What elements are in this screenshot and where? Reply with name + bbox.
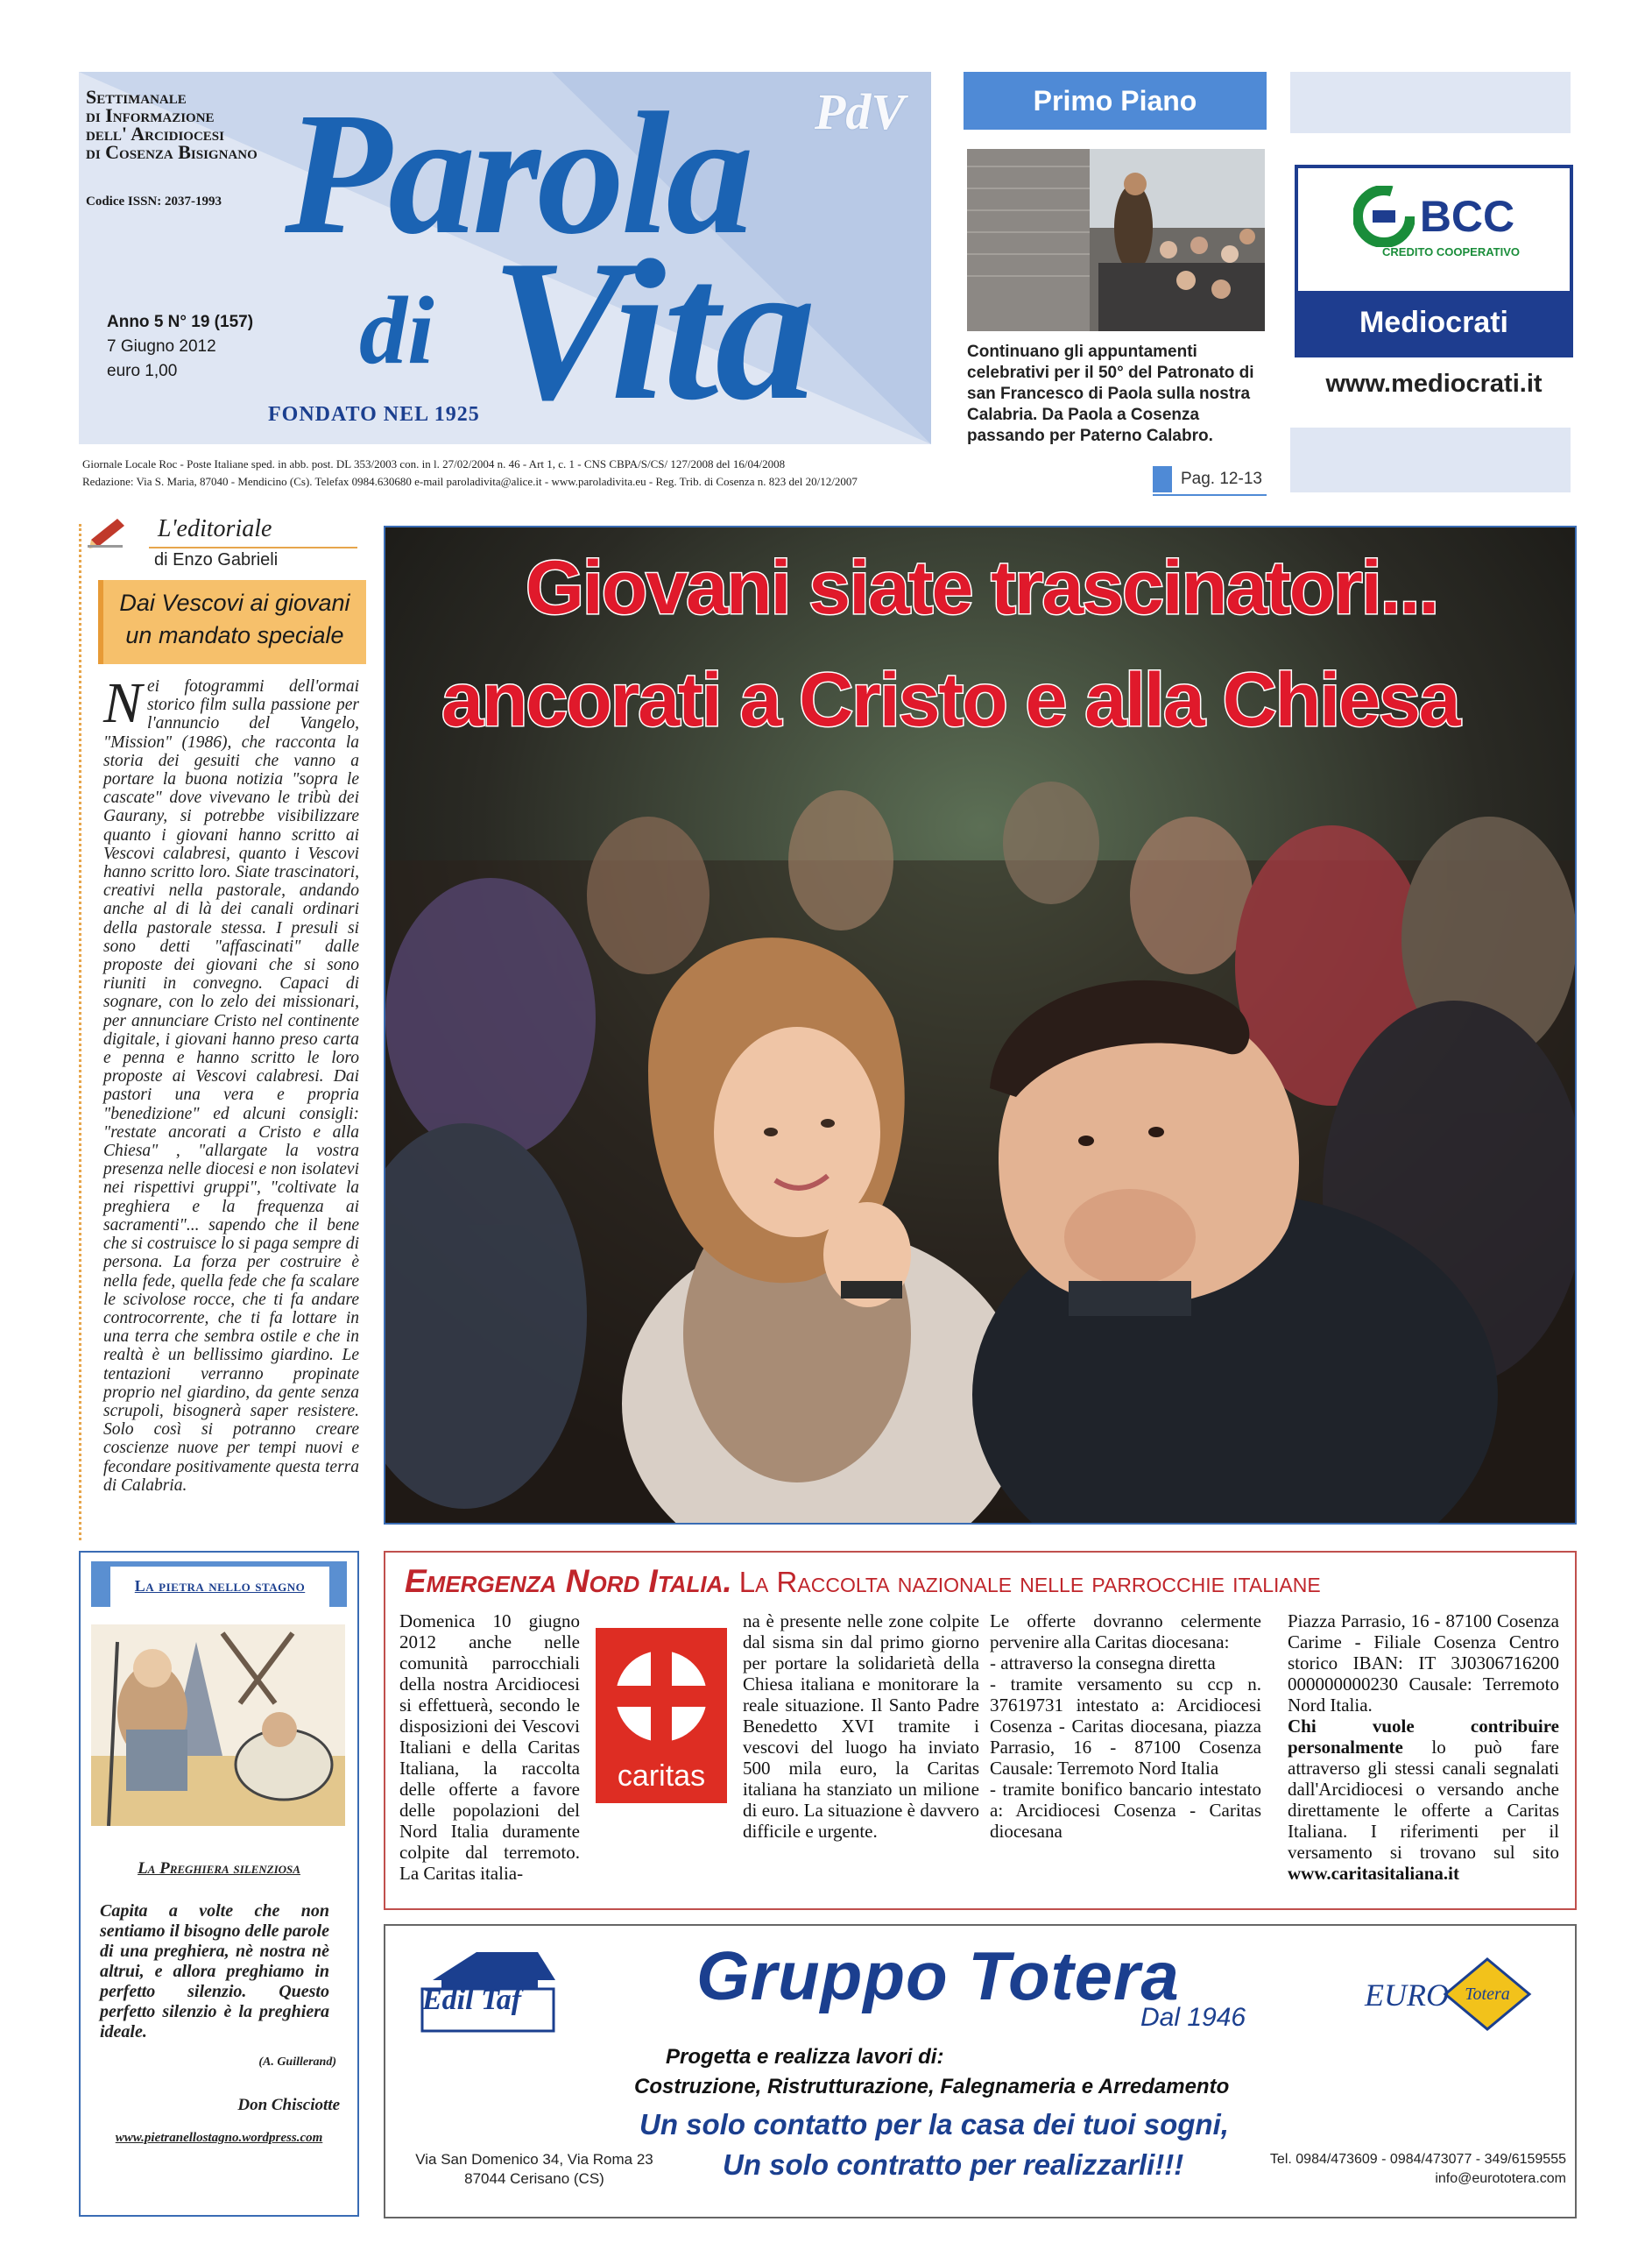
caritas-cross-icon (596, 1628, 727, 1803)
emergenza-title (405, 1563, 1321, 1600)
drop-cap: N (103, 671, 143, 735)
totera-line-1: Progetta e realizza lavori di: (666, 2045, 944, 2069)
eurototera-small-text: Totera (1465, 1985, 1510, 2004)
emergenza-col4-c: lo può fare attraverso gli stessi canali segnalati dall'Arcidiocesi o versando anche direttamente le offerte a Caritas Italiana. I riferimenti per il versamento si trovano sul sito (1288, 1737, 1560, 1863)
editorial-label: L'editoriale (158, 515, 272, 542)
eurototera-euro-text: EURO (1365, 1978, 1449, 2013)
emergenza-column-3 (990, 1610, 1261, 1842)
emergenza-column-1 (399, 1610, 580, 1884)
don-chisciotte-illustration (91, 1624, 345, 1826)
emergenza-title-a: Emergenza Nord Italia. (405, 1563, 732, 1599)
emergenza-col1-text: Domenica 10 giugno 2012 anche nelle comunità parrocchiali della nostra Arcidiocesi si effettuerà, secondo le disposizioni dei Vescovi Italiani e della Caritas Italiana, la raccolta delle offerte a favore delle popolazioni del Nord Italia duramente colpite dal terremoto. La Caritas italia- (399, 1610, 580, 1884)
pietra-signature: Don Chisciotte (237, 2096, 340, 2114)
emergenza-column-2 (743, 1610, 979, 1842)
pencil-icon (88, 513, 130, 548)
totera-address-line: 87044 Cerisano (CS) (464, 2170, 604, 2187)
pietra-header-inner (110, 1567, 329, 1607)
fondato-label: FONDATO NEL 1925 (268, 403, 480, 426)
totera-email[interactable]: info@eurototera.com (1435, 2171, 1566, 2186)
editorial-title: Dai Vescovi ai giovani un mandato speciale (119, 590, 350, 648)
totera-slogan-2: Un solo contratto per realizzarli!!! (723, 2148, 1184, 2181)
settimanale-line: dell' Arcidiocesi (86, 123, 224, 145)
caritas-logo (596, 1628, 727, 1803)
edil-taf-logo: Edil Taf (422, 1984, 522, 2016)
emergenza-box (384, 1551, 1577, 1910)
legal-line-2: Redazione: Via S. Maria, 87040 - Mendicino (Cs). Telefax 0984.630680 e-mail paroladivita@alice.it - www.paroladivita.eu - Reg. Trib. di Cosenza n. 823 del 20/12/2007 (82, 475, 858, 488)
editorial-rule (149, 547, 357, 548)
logo-pdv: PdV (815, 83, 906, 140)
totera-line-2: Costruzione, Ristrutturazione, Falegnameria e Arredamento (634, 2075, 1230, 2098)
bcc-logo (1298, 186, 1570, 247)
settimanale-line: Settimanale (86, 86, 187, 108)
issue-info (107, 310, 253, 384)
emergenza-title-b: La Raccolta nazionale nelle parrocchie italiane (738, 1566, 1321, 1598)
editorial-dotted-border (79, 524, 81, 1540)
issn-code: Codice ISSN: 2037-1993 (86, 195, 222, 209)
emergenza-col3-intro: Le offerte dovranno celermente pervenire alla Caritas diocesana: (990, 1610, 1261, 1652)
issue-date: 7 Giugno 2012 (107, 337, 216, 356)
totera-title: Gruppo Totera (696, 1937, 1180, 2014)
legal-line-1: Giornale Locale Roc - Poste Italiane sped. in abb. post. DL 353/2003 con. in l. 27/02/2004 n. 46 - Art 1, c. 1 - CNS CBPA/S/CS/ 127/2008 del 16/04/2008 (82, 457, 786, 471)
totera-ad[interactable] (384, 1924, 1577, 2218)
pietra-quote-author: (A. Guillerand) (258, 2055, 336, 2069)
emergenza-col4-b: Chi vuole contribuire personalmente (1288, 1716, 1559, 1758)
emergenza-col3-a: - attraverso la consegna diretta (990, 1652, 1216, 1673)
bcc-subtitle: CREDITO COOPERATIVO (1382, 245, 1520, 258)
primo-piano-caption: Continuano gli appuntamenti celebrativi per il 50° del Patronato di san Francesco di Paola sulla nostra Calabria. Da Paola a Cosenza passando per Paterno Calabro. (967, 343, 1254, 445)
totera-since: Dal 1946 (1140, 2003, 1246, 2032)
pietra-url-link[interactable]: www.pietranellostagno.wordpress.com (115, 2131, 323, 2145)
totera-contact (1251, 2150, 1566, 2189)
issue-number: Anno 5 N° 19 (157) (107, 313, 254, 331)
page-ref-marker (1153, 466, 1172, 492)
ad-top-band (1290, 72, 1571, 133)
page-ref-underline (1153, 494, 1267, 496)
pietra-header (91, 1561, 347, 1607)
bcc-ad[interactable] (1295, 165, 1573, 357)
bcc-brand: BCC (1419, 192, 1515, 241)
logo-di: di (359, 277, 434, 384)
caritas-url-link[interactable]: www.caritasitaliana.it (1288, 1863, 1459, 1884)
page-ref-text: Pag. 12-13 (1181, 470, 1262, 489)
editorial-author: di Enzo Gabrieli (154, 550, 279, 570)
logo-parola: Parola (285, 77, 751, 271)
settimanale-line: di Cosenza Bisignano (86, 141, 258, 163)
pietra-body: Capita a volte che non sentiamo il bisogno delle parole di una preghiera, nè nostra nè altrui, e allora preghiamo in perfetto silenzio. Questo perfetto silenzio è la preghiera ideale. (100, 1901, 329, 2041)
totera-phone: Tel. 0984/473609 - 0984/473077 - 349/6159555 (1269, 2152, 1566, 2167)
hero-headline-1: Giovani siate trascinatori... (526, 546, 1438, 630)
editorial-title-box (98, 580, 366, 664)
emergenza-column-4 (1288, 1610, 1559, 1884)
emergenza-col4-a: Piazza Parrasio, 16 - 87100 Cosenza Carime - Filiale Cosenza Centro storico IBAN: IT 3J0306716200 000000000230 Causale: Terremoto Nord Italia. (1288, 1610, 1559, 1716)
bcc-mark-icon (1353, 186, 1415, 247)
emergenza-col3-b: - tramite versamento su ccp n. 37619731 intestato a: Arcidiocesi Cosenza - Caritas diocesana, piazza Parrasio, 16 - 87100 Cosenza Causale: Terremoto Nord Italia (990, 1673, 1261, 1779)
totera-address (403, 2150, 666, 2189)
logo-vita: Vita (491, 218, 813, 442)
primo-piano-photo[interactable] (967, 149, 1265, 331)
bcc-name: Mediocrati (1298, 291, 1570, 354)
pietra-title: La pietra nello stagno (134, 1577, 306, 1595)
caritas-logo-text: caritas (617, 1759, 706, 1793)
pietra-subtitle: La Preghiera silenziosa (138, 1859, 300, 1878)
masthead (79, 72, 931, 444)
primo-piano-header: Primo Piano (964, 72, 1267, 130)
settimanale-line: di Informazione (86, 104, 215, 126)
primo-piano-page-ref[interactable] (1153, 466, 1267, 492)
settimanale-label (86, 88, 258, 161)
emergenza-col2-text: na è presente nelle zone colpite dal sisma sin dal primo giorno per portare la solidarietà della Chiesa italiana e monitorare la reale situazione. Il Santo Padre Benedetto XVI tramite i vescovi del luogo ha inviato 500 mila euro, la Caritas italiana ha stanziato un milione di euro. La situazione è davvero difficile e urgente. (743, 1610, 979, 1842)
editorial-body (103, 671, 359, 1495)
issue-price: euro 1,00 (107, 362, 178, 380)
emergenza-col3-c: - tramite bonifico bancario intestato a: Arcidiocesi Cosenza - Caritas diocesana (990, 1779, 1261, 1842)
totera-address-line: Via San Domenico 34, Via Roma 23 (415, 2151, 653, 2168)
pietra-nello-stagno-box (79, 1551, 359, 2217)
hero-headline-2: ancorati a Cristo e alla Chiesa (441, 658, 1459, 742)
hero-photo[interactable] (384, 526, 1577, 1525)
bcc-url[interactable]: www.mediocrati.it (1325, 370, 1543, 398)
ad-bottom-band (1290, 428, 1571, 492)
totera-slogan-1: Un solo contatto per la casa dei tuoi sogni, (639, 2108, 1229, 2140)
editorial-text: ei fotogrammi dell'ormai storico film sulla passione per l'annuncio del Vangelo, "Mission" (1986), che racconta la storia dei gesuiti che vanno a portare la buona notizia "sopra le cascate" dove vivevano le tribù dei Gaurany, si potrebbe visibilizzare quanto i giovani hanno scritto ai Vescovi calabresi, quanto i Vescovi hanno scritto loro. Siate trascinatori, creativi nella pastorale, andando anche al di là dei canali ordinari della pastorale stessa. I presuli si sono detti "affascinati" dalle proposte dei giovani che si sono riuniti in convegno. Capaci di sognare, con lo zelo dei missionari, per annunciare Cristo nel continente digitale, i giovani hanno preso carta e penna e hanno scritto le loro proposte ai Vescovi calabresi. Dai pastori una vera e propria "benedizione" ed alcuni consigli: "restate ancorati a Cristo e alla Chiesa" , "allargate la vostra presenza nelle diocesi e non isolatevi nei rispettivi gruppi", "coltivate la preghiera e la frequenza ai sacramenti"... sapendo che il bene che si costruisce lo si paga sempre di persona. La forza per costruire è nella fede, quella fede che fa scalare le scivolose rocce, che ti fa andare controcorrente, che ti fa lottare in una terra che sembra ostile e che in realtà è un bellissimo giardino. Le tentazioni verranno propinate proprio nel giardino, da gente senza scrupoli, bisognerà saper resistere. Solo così si potranno creare coscienze nuove per tempi nuovi e fecondare positivamente questa terra di Calabria. (103, 677, 359, 1495)
